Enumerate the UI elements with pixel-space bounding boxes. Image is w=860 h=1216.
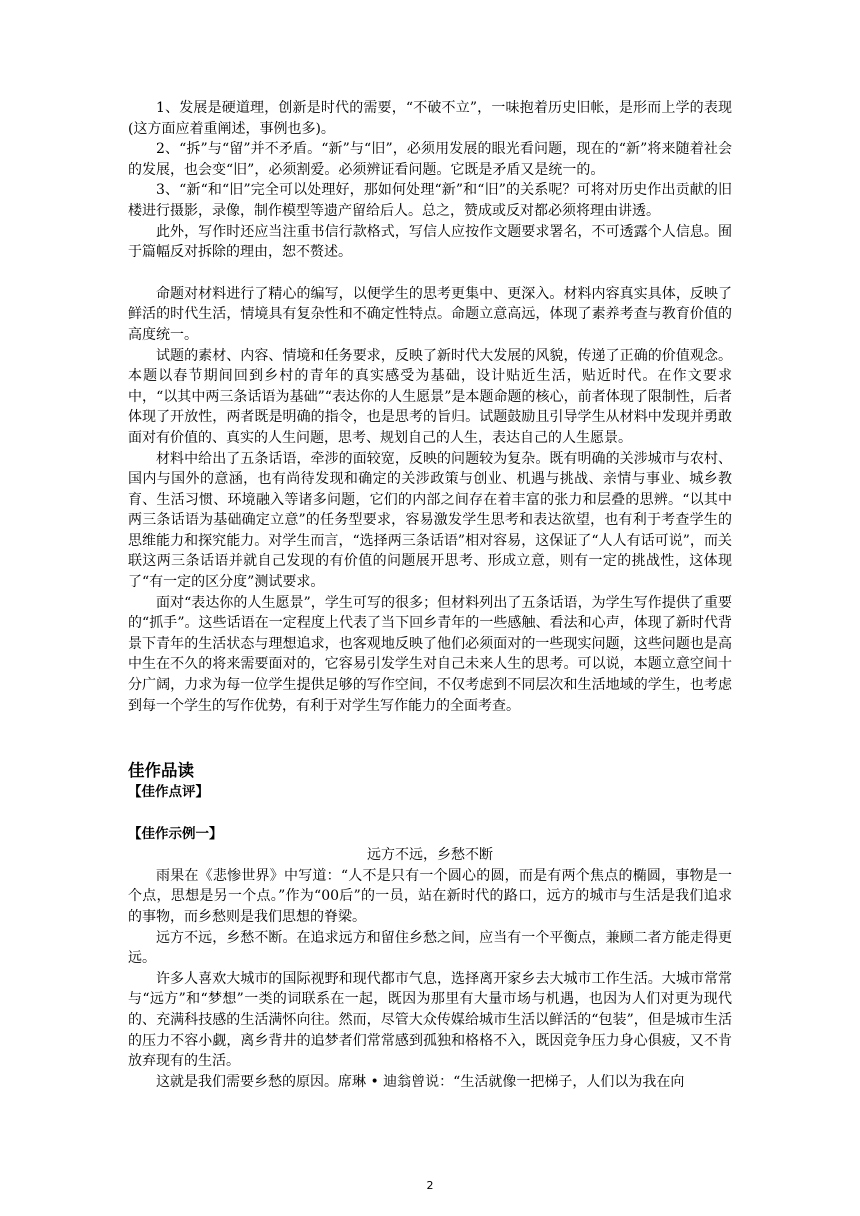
- essay-title: 远方不远，乡愁不断: [367, 847, 493, 864]
- document-body: [128, 98, 732, 1092]
- commentary-paragraph-2: 试题的素材、内容、情境和任务要求，反映了新时代大发展的风貌，传递了正确的价值观念。本题以春节期间回到乡村的青年的真实感受为基础，设计贴近生活，贴近时代。在作文要求中，“以其中两三条话语为基础”“表达你的人生愿景”是本题命题的核心，前者体现了限制性，后者体现了开放性，两者既是明确的指令，也是思考的旨归。试题鼓励且引导学生从材料中发现并勇敢面对有价值的、真实的人生问题，思考、规划自己的人生，表达自己的人生愿景。: [128, 347, 732, 446]
- essay-paragraph-4: 这就是我们需要乡愁的原因。席琳 • 迪翁曾说：“生活就像一把梯子，人们以为我在向: [156, 1073, 685, 1090]
- essay-paragraph-1: 雨果在《悲惨世界》中写道：“人不是只有一个圆心的圆，而是有两个焦点的椭圆，事物是一个点，思想是另一个点。”作为“00后”的一员，站在新时代的路口，远方的城市与生活是我们追求的事物，而乡愁则是我们思想的脊梁。: [128, 867, 732, 925]
- blank-line: [128, 263, 732, 284]
- example-label: 【佳作示例一】: [128, 826, 223, 843]
- page-number: 2: [426, 1179, 434, 1192]
- analysis-point-2: 2、“拆”与“留”并不矛盾。“新”与“旧”，必须用发展的眼光看问题，现在的“新”将来随着社会的发展，也会变“旧”，必须割爱。必须辨证看问题。它既是矛盾又是统一的。: [128, 141, 732, 178]
- essay-paragraph-3: 许多人喜欢大城市的国际视野和现代都市气息，选择离开家乡去大城市工作生活。大城市常常与“远方”和“梦想”一类的词联系在一起，既因为那里有大量市场与机遇，也因为人们对更为现代的、充满科技感的生活满怀向往。然而，尽管大众传媒给城市生活以鲜活的“包装”，但是城市生活的压力不容小觑，离乡背井的追梦者们常常感到孤独和格格不入，既因竞争压力身心俱疲，又不肯放弃现有的生活。: [128, 970, 732, 1070]
- commentary-paragraph-3: 材料中给出了五条话语，牵涉的面较宽，反映的问题较为复杂。既有明确的关涉城市与农村、国内与国外的意涵，也有尚待发现和确定的关涉政策与创业、机遇与挑战、亲情与事业、城乡教育、生活习惯、环境融入等诸多问题，它们的内部之间存在着丰富的张力和层叠的思辨。“以其中两三条话语为基础确定立意”的任务型要求，容易激发学生思考和表达欲望，也有利于考查学生的思维能力和探究能力。对学生而言，“选择两三条话语”相对容易，这保证了“人人有话可说”，而关联这两三条话语并就自己发现的有价值的问题展开思考、形成立意，则有一定的挑战性，这体现了“有一定的区分度”测试要求。: [128, 450, 732, 591]
- format-note-paragraph: 此外，写作时还应当注重书信行款格式，写信人应按作文题要求署名，不可透露个人信息。囿于篇幅反对拆除的理由，恕不赘述。: [128, 223, 732, 261]
- essay-paragraph-2: 远方不远，乡愁不断。在追求远方和留住乡愁之间，应当有一个平衡点，兼顾二者方能走得更远。: [128, 929, 732, 967]
- analysis-point-3: 3、“新“和“旧”完全可以处理好，那如何处理“新”和“旧”的关系呢？可将对历史作出贡献的旧楼进行摄影，录像，制作模型等遗产留给后人。总之，赞成或反对都必须将理由讲透。: [128, 182, 732, 219]
- analysis-point-1: 1、发展是硬道理，创新是时代的需要，“不破不立”，一味抱着历史旧帐，是形而上学的表现(这方面应着重阐述，事例也多)。: [128, 100, 732, 137]
- commentary-paragraph-4: 面对“表达你的人生愿景”，学生可写的很多；但材料列出了五条话语，为学生写作提供了重要的“抓手”。这些话语在一定程度上代表了当下回乡青年的一些感触、看法和心声，体现了新时代背景下青年的生活状态与理想追求，也客观地反映了他们必须面对的一些现实问题，这些问题也是高中生在不久的将来需要面对的，它容易引发学生对自己未来人生的思考。可以说，本题立意空间十分广阔，力求为每一位学生提供足够的写作空间，不仅考虑到不同层次和生活地域的学生，也考虑到每一个学生的写作优势，有利于对学生写作能力的全面考查。: [128, 594, 732, 714]
- section-spacer: [128, 716, 732, 760]
- section-heading: 佳作品读: [128, 761, 194, 781]
- blank-line: [128, 803, 732, 824]
- commentary-paragraph-1: 命题对材料进行了精心的编写，以便学生的思考更集中、更深入。材料内容真实具体，反映了鲜活的时代生活，情境具有复杂性和不确定性特点。命题立意高远，体现了素养考查与教育价值的高度统一。: [128, 285, 732, 343]
- review-label: 【佳作点评】: [128, 784, 209, 801]
